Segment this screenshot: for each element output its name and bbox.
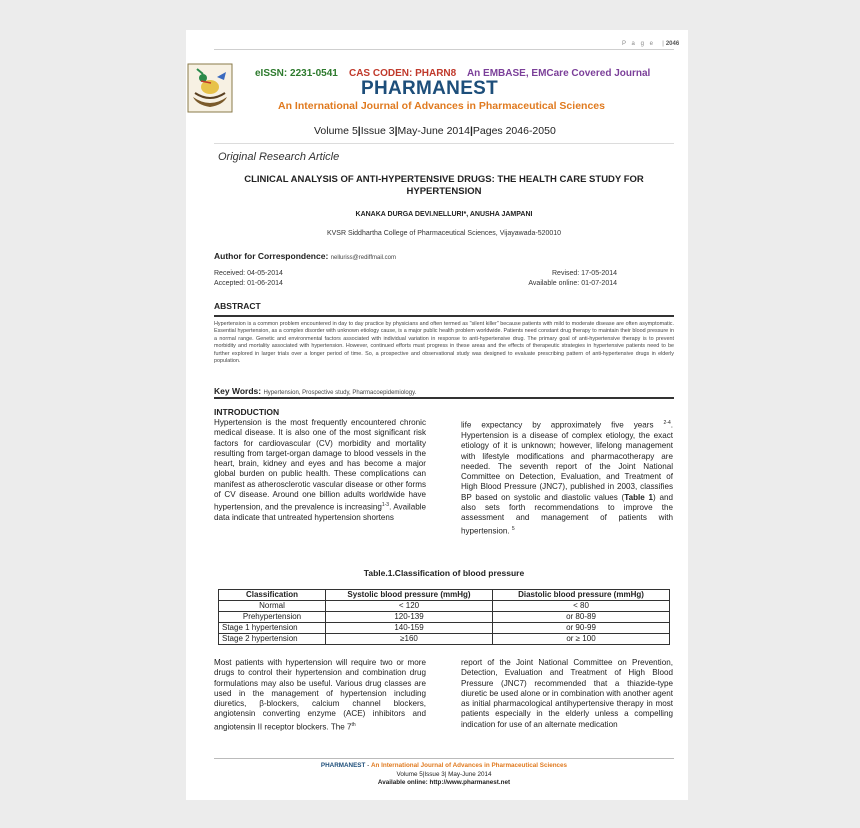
keywords-label: Key Words: bbox=[214, 386, 262, 396]
table-cell: Normal bbox=[219, 601, 326, 612]
table-cell: or 90-99 bbox=[493, 623, 670, 634]
header-rule bbox=[214, 49, 674, 50]
table-row bbox=[219, 623, 670, 634]
abstract-rule-bottom bbox=[214, 397, 674, 399]
table-cell: ≥160 bbox=[326, 634, 493, 645]
body-right-column: report of the Joint National Committee on Prevention, Detection, Evaluation and Treatment of High Blood Pressure (JNC7) recommended that a thiazide-type diuretic be used alone or in combination with another agent as initial pharmacological antihypertensive therapy in most patients especially in the elderly unless a compelling indication for use of an alternate medication bbox=[461, 658, 673, 729]
footer-online-link[interactable]: Available online: http://www.pharmanest.net bbox=[377, 779, 511, 786]
page-footer: PHARMANEST - An International Journal of Advances in Pharmaceutical Sciences Volume 5|Issue 3| May-June 2014 Available online: http://www.pharmanest.net bbox=[214, 762, 674, 788]
header-divider bbox=[214, 143, 674, 144]
body-left-column: Most patients with hypertension will require two or more drugs to control their hypertension and combination drug formulations may also be useful. Various drug classes are used in the management of hypertension including diuretics, β-blockers, calcium channel blockers, angiotensin converting enzyme (ACE) inhibitors and angiotensin II receptor blockers. The 7th bbox=[214, 658, 426, 732]
keywords bbox=[214, 386, 416, 396]
table-header-cell: Systolic blood pressure (mmHg) bbox=[326, 590, 493, 601]
journal-logo-icon bbox=[187, 63, 233, 113]
online-date: Available online: 01-07-2014 bbox=[528, 280, 617, 287]
table-cell: 140-159 bbox=[326, 623, 493, 634]
table-cell: or 80-89 bbox=[493, 612, 670, 623]
table-cell: Stage 2 hypertension bbox=[219, 634, 326, 645]
bp-classification-table bbox=[218, 589, 670, 645]
table-header-cell: Diastolic blood pressure (mmHg) bbox=[493, 590, 670, 601]
correspondence-email[interactable]: nelluriss@rediffmail.com bbox=[330, 255, 396, 261]
table-row bbox=[219, 601, 670, 612]
table-cell: < 120 bbox=[326, 601, 493, 612]
journal-name: PHARMANEST bbox=[361, 78, 499, 99]
author-affiliation: KVSR Siddhartha College of Pharmaceutical Sciences, Vijayawada-520010 bbox=[326, 230, 562, 237]
keywords-value: Hypertension, Prospective study, Pharmacoepidemiology. bbox=[263, 390, 417, 396]
table-cell: 120-139 bbox=[326, 612, 493, 623]
correspondence bbox=[214, 251, 396, 261]
journal-subtitle: An International Journal of Advances in Pharmaceutical Sciences bbox=[278, 100, 605, 112]
table-cell: < 80 bbox=[493, 601, 670, 612]
received-date: Received: 04-05-2014 bbox=[214, 270, 283, 277]
article-type: Original Research Article bbox=[218, 151, 340, 163]
footer-rule bbox=[214, 758, 674, 759]
table-header-cell: Classification bbox=[219, 590, 326, 601]
table-caption: Table.1.Classification of blood pressure bbox=[363, 568, 525, 578]
article-title: CLINICAL ANALYSIS OF ANTI-HYPERTENSIVE DRUGS: THE HEALTH CARE STUDY FOR HYPERTENSION bbox=[244, 174, 644, 197]
journal-identifiers: eISSN: 2231-0541 CAS CODEN: PHARN8 An EMBASE, EMCare Covered Journal bbox=[255, 68, 651, 79]
correspondence-label: Author for Correspondence: bbox=[214, 251, 329, 261]
dates-left bbox=[214, 269, 414, 289]
table-cell: or ≥ 100 bbox=[493, 634, 670, 645]
dates-right bbox=[462, 269, 617, 289]
intro-right-column: life expectancy by approximately five years $^{2-4}$. Hypertension is a disease of complex etiology, the exact etiology of it is unknown; however, lifelong management with lifestyle modifications and pharmacotherapy are needed. The seventh report of the Joint National Committee on Detection, Evaluation, and Treatment of High Blood Pressure (JNC7), published in 2003, classifies BP based on systolic and diastolic values (Table 1) and also sets forth recommendations to improve the assessment and management of patients with hypertension. $^5$ bbox=[461, 420, 673, 536]
intro-left-column: Hypertension is the most frequently encountered chronic medical disease. It is also one of the most significant risk factors for cardiovascular (CV) morbidity and mortality resulting from target-organ damage to blood vessels in the heart, brain, kidney and eyes and has become a major global burden on public health. These complications can manifest as atherosclerotic vascular disease or other forms of CV disease. Around one billion adults worldwide have hypertension, and the prevalence is increasing$^{1-3}$. Available data indicate that untreated hypertension shortens bbox=[214, 418, 426, 523]
abstract-heading: ABSTRACT bbox=[214, 301, 261, 311]
table-row bbox=[219, 612, 670, 623]
table-cell: Prehypertension bbox=[219, 612, 326, 623]
abstract-rule-top bbox=[214, 315, 674, 317]
table-row bbox=[219, 634, 670, 645]
introduction-heading: INTRODUCTION bbox=[214, 407, 280, 417]
revised-date: Revised: 17-05-2014 bbox=[552, 270, 617, 277]
issue-info: Volume 5|Issue 3|May-June 2014|Pages 2046-2050 bbox=[314, 125, 556, 137]
accepted-date: Accepted: 01-06-2014 bbox=[214, 280, 283, 287]
article-authors: KANAKA DURGA DEVI.NELLURI*, ANUSHA JAMPANI bbox=[355, 211, 533, 218]
table-header-row bbox=[219, 590, 670, 601]
footer-issue: Volume 5|Issue 3| May-June 2014 bbox=[396, 770, 492, 778]
table-cell: Stage 1 hypertension bbox=[219, 623, 326, 634]
abstract-text: Hypertension is a common problem encountered in day to day practice by physicians and often termed as "silent killer" because patients with mild to moderate disease are often asymptomatic. Essential hypertension, as a complex disorder with unknown etiology cause, is a major public health problem worldwide. Patients need constant drug therapy to maintain their blood pressure in a normal range. Genetic and environmental factors associated with individual variation in response to anti-hypertensive drug. The primary goal of anti-hypertensive therapy is to prevent morbidity and mortality associated with hypertension. However, continued efforts must progress in these areas and the effects of therapeutic strategies in hypertensive patients need to be further explored in larger trials over a longer period of time. So, a prospective and observational study was designed to evaluate prescribing pattern of anti-hypertensive drugs in elderly population. bbox=[214, 321, 674, 365]
page-number: P a g e |2046 bbox=[622, 41, 680, 47]
